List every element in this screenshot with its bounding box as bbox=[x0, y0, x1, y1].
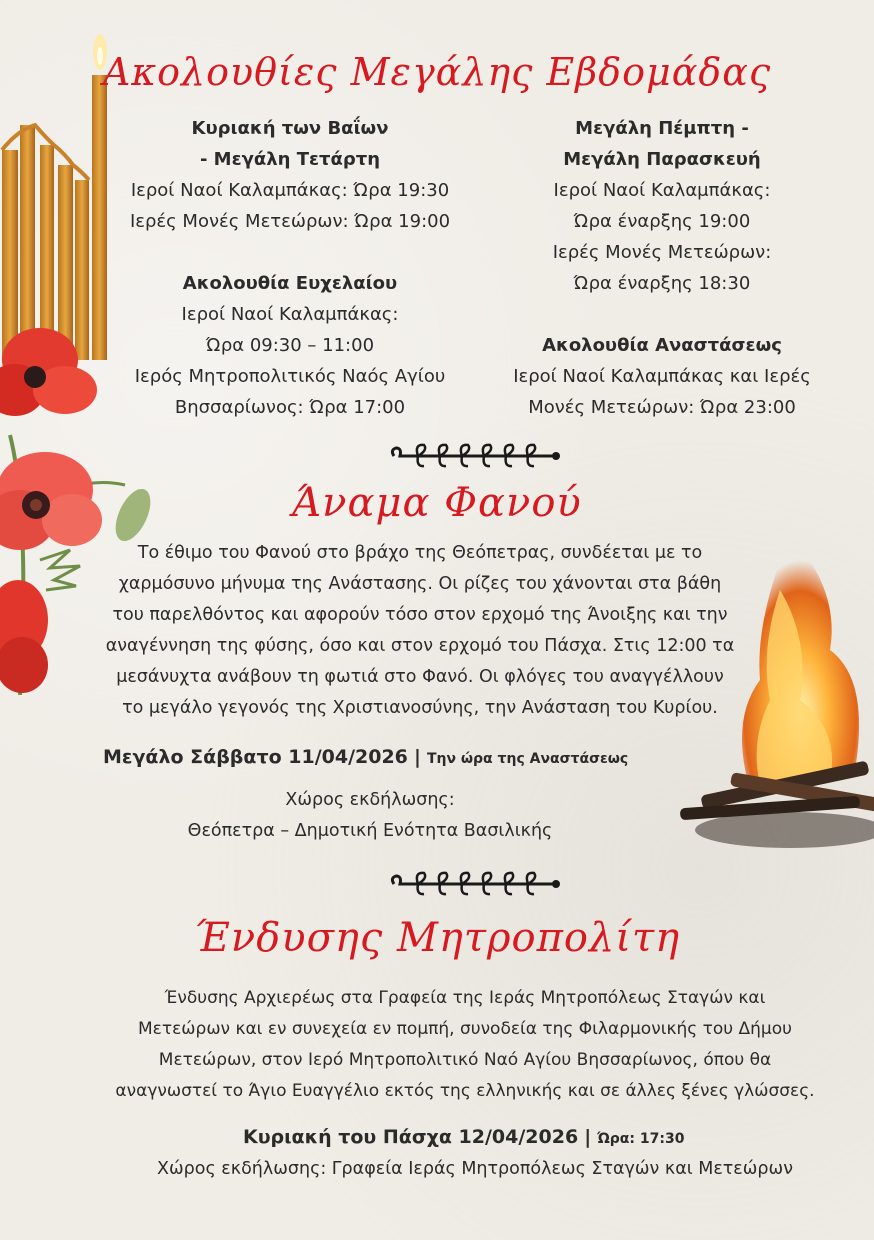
paragraph-line: αναγνωστεί το Άγιο Ευαγγέλιο εκτός της ελληνικής και σε άλλες ξένες γλώσσες. bbox=[115, 1081, 815, 1101]
fanos-date: Μεγάλο Σάββατο 11/04/2026 bbox=[103, 746, 408, 768]
left-block1-line: Ιεροί Ναοί Καλαμπάκας: Ώρα 19:30 bbox=[130, 180, 450, 201]
paragraph-line: αναγέννηση της φύσης, όσο και στον ερχομό του Πάσχα. Στις 12:00 τα bbox=[105, 636, 735, 656]
fanos-title: Άναμα Φανού bbox=[292, 480, 582, 526]
endysis-date: Κυριακή του Πάσχα 12/04/2026 bbox=[243, 1126, 579, 1148]
paragraph-line: Ένδυσης Αρχιερέως στα Γραφεία της Ιεράς Μητροπόλεως Σταγών και bbox=[164, 988, 766, 1008]
venue-name: Θεόπετρα – Δημοτική Ενότητα Βασιλικής bbox=[187, 821, 553, 841]
page-title: Ακολουθίες Μεγάλης Εβδομάδας bbox=[102, 50, 772, 94]
left-block1-heading-line1: Κυριακή των Βαΐων bbox=[191, 118, 389, 139]
paragraph-line: μεσάνυχτα ανάβουν τη φωτιά στο Φανό. Οι φλόγες του αναγγέλλουν bbox=[116, 667, 724, 687]
venue-name: Χώρος εκδήλωσης: Γραφεία Ιεράς Μητροπόλεως Σταγών και Μετεώρων bbox=[157, 1159, 793, 1179]
endysis-date-line bbox=[243, 1126, 684, 1148]
left-block2-heading: Ακολουθία Ευχελαίου bbox=[182, 273, 398, 294]
right-block1-heading-line2: Μεγάλη Παρασκευή bbox=[563, 149, 761, 170]
fanos-venue bbox=[120, 785, 620, 847]
right-block2-line: Ιεροί Ναοί Καλαμπάκας και Ιερές bbox=[513, 366, 811, 387]
endysis-paragraph bbox=[70, 983, 860, 1107]
right-block1-line: Ιεροί Ναοί Καλαμπάκας: bbox=[553, 180, 771, 201]
left-block1-line: Ιερές Μονές Μετεώρων: Ώρα 19:00 bbox=[129, 211, 451, 232]
fanos-paragraph bbox=[70, 538, 770, 724]
left-block2-line: Ώρα 09:30 – 11:00 bbox=[205, 335, 375, 356]
separator: | bbox=[584, 1126, 592, 1148]
right-block1-line: Ιερές Μονές Μετεώρων: bbox=[552, 242, 772, 263]
left-block2-line: Ιερός Μητροπολιτικός Ναός Αγίου bbox=[134, 366, 446, 387]
separator: | bbox=[413, 746, 421, 768]
vine-ornament-icon bbox=[388, 868, 564, 898]
endysis-time: Ώρα: 17:30 bbox=[597, 1131, 685, 1147]
left-schedule-column bbox=[100, 113, 480, 423]
fanos-date-line bbox=[103, 746, 628, 768]
right-block2-line: Μονές Μετεώρων: Ώρα 23:00 bbox=[528, 397, 796, 418]
right-block2-heading: Ακολουθία Αναστάσεως bbox=[542, 335, 782, 356]
vine-ornament-icon bbox=[388, 440, 564, 470]
endysis-title: Ένδυσης Μητροπολίτη bbox=[193, 915, 681, 961]
right-block1-heading-line1: Μεγάλη Πέμπτη - bbox=[575, 118, 749, 139]
left-block1-heading-line2: - Μεγάλη Τετάρτη bbox=[199, 149, 381, 170]
left-block2-line: Βησσαρίωνος: Ώρα 17:00 bbox=[174, 397, 406, 418]
right-block1-line: Ώρα έναρξης 19:00 bbox=[573, 211, 751, 232]
paragraph-line: Μετεώρων, στον Ιερό Μητροπολιτικό Ναό Αγίου Βησσαρίωνος, όπου θα bbox=[158, 1050, 772, 1070]
left-block2-line: Ιεροί Ναοί Καλαμπάκας: bbox=[181, 304, 399, 325]
fanos-time: Την ώρα της Αναστάσεως bbox=[426, 751, 629, 767]
paragraph-line: χαρμόσυνο μήνυμα της Ανάστασης. Οι ρίζες του χάνονται στα βάθη bbox=[118, 574, 722, 594]
right-block1-line: Ώρα έναρξης 18:30 bbox=[573, 273, 751, 294]
right-schedule-column bbox=[472, 113, 852, 423]
paragraph-line: Το έθιμο του Φανού στο βράχο της Θεόπετρας, συνδέεται με το bbox=[137, 543, 703, 563]
endysis-venue bbox=[60, 1154, 874, 1185]
paragraph-line: το μεγάλο γεγονός της Χριστιανοσύνης, την Ανάσταση του Κυρίου. bbox=[122, 698, 718, 718]
paragraph-line: του παρελθόντος και αφορούν τόσο στον ερχομό της Άνοιξης και την bbox=[112, 605, 728, 625]
venue-label: Χώρος εκδήλωσης: bbox=[285, 790, 455, 810]
paragraph-line: Μετεώρων και εν συνεχεία εν πομπή, συνοδεία της Φιλαρμονικής του Δήμου bbox=[138, 1019, 792, 1039]
